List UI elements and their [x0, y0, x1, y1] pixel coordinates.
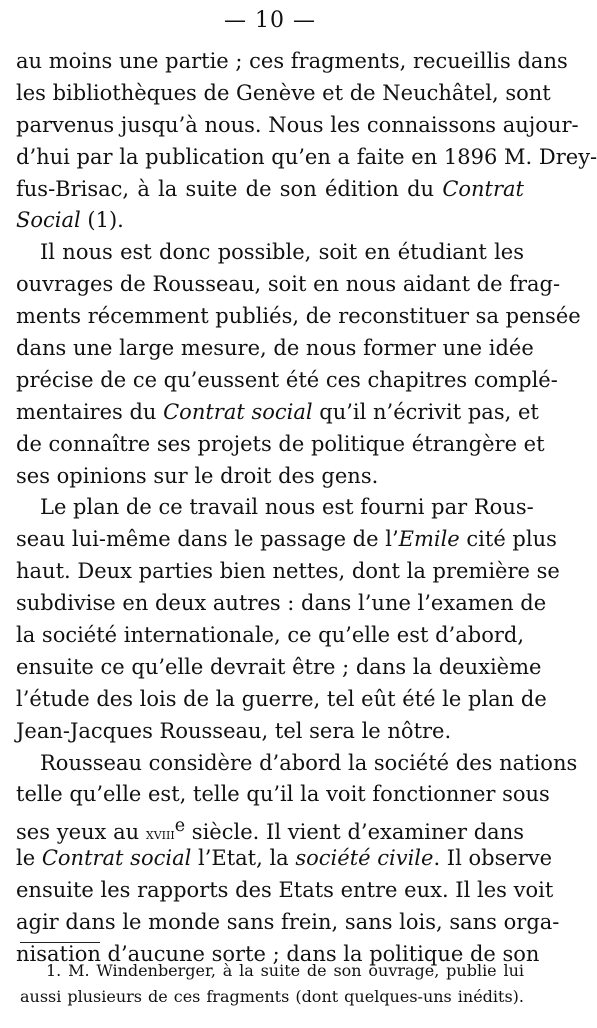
text-line: Il nous est donc possible, soit en étudiant les — [40, 240, 524, 265]
text-line: la société internationale, ce qu’elle est d’abord, — [16, 623, 524, 648]
text-line: Le plan de ce travail nous est fourni par Rous- — [40, 495, 534, 520]
text-line: Social (1). — [16, 208, 124, 233]
text-line: au moins une partie ; ces fragments, recueillis dans — [16, 49, 568, 73]
footnote-line: 1. M. Windenberger, à la suite de son ouvrage, publie lui — [46, 961, 524, 980]
body-text — [16, 46, 597, 971]
text-line: le Contrat social l’Etat, la société civile. Il observe — [16, 846, 553, 871]
century-numeral: xviii — [145, 825, 175, 844]
italic-title: Social — [16, 208, 81, 233]
footnote — [20, 958, 524, 1010]
text-line: ses opinions sur le droit des gens. — [16, 463, 379, 488]
text-line: telle qu’elle est, telle qu’il la voit fonctionner sous — [16, 782, 550, 807]
text-line: haut. Deux parties bien nettes, dont la première se — [16, 559, 560, 584]
text-line: l’étude des lois de la guerre, tel eût été le plan de — [16, 686, 547, 711]
text-line: de connaître ses projets de politique étrangère et — [16, 431, 545, 456]
text-line: Rousseau considère d’abord la société des nations — [40, 750, 578, 775]
text-line: ensuite ce qu’elle devrait être ; dans la deuxième — [16, 654, 542, 679]
text-line: seau lui-même dans le passage de l’Emile cité plus — [16, 527, 557, 552]
italic-title: Contrat social — [41, 846, 192, 871]
text-line: précise de ce qu’eussent été ces chapitres complé- — [16, 367, 558, 392]
century-superscript: e — [174, 816, 186, 837]
text-line: ouvrages de Rousseau, soit en nous aidant de frag- — [16, 272, 561, 297]
text-line: les bibliothèques de Genève et de Neuchâtel, sont — [16, 80, 551, 105]
text-line: mentaires du Contrat social qu’il n’écrivit pas, et — [16, 399, 539, 424]
text-line: dans une large mesure, de nous former une idée — [16, 336, 534, 361]
italic-title: Contrat social — [163, 399, 313, 424]
text-line: parvenus jusqu’à nous. Nous les connaissons aujour- — [16, 112, 579, 137]
italic-title: Contrat — [442, 176, 524, 201]
text-line: ments récemment publiés, de reconstituer sa pensée — [16, 304, 581, 329]
footnote-line: aussi plusieurs de ces fragments (dont quelques-uns inédits). — [20, 987, 524, 1006]
text-line: fus-Brisac, à la suite de son édition du Contrat — [16, 176, 524, 201]
text-line: ensuite les rapports des Etats entre eux. Il les voit — [16, 878, 554, 903]
text-line: Jean-Jacques Rousseau, tel sera le nôtre. — [16, 718, 452, 743]
text-line: ses yeux au xviii$^e$ siècle. Il vient d’examiner dans — [16, 816, 525, 845]
text-line: agir dans le monde sans frein, sans lois, sans orga- — [16, 910, 560, 935]
italic-term: société civile — [295, 846, 434, 871]
footnote-rule — [20, 942, 100, 943]
page-number: — 10 — — [224, 8, 316, 33]
text-line: d’hui par la publication qu’en a faite en 1896 M. Drey- — [16, 144, 597, 169]
text-line: subdivise en deux autres : dans l’une l’examen de — [16, 591, 547, 616]
italic-title: Emile — [398, 527, 460, 552]
text-line: nisation d’aucune sorte ; dans la politique de son — [16, 941, 540, 966]
